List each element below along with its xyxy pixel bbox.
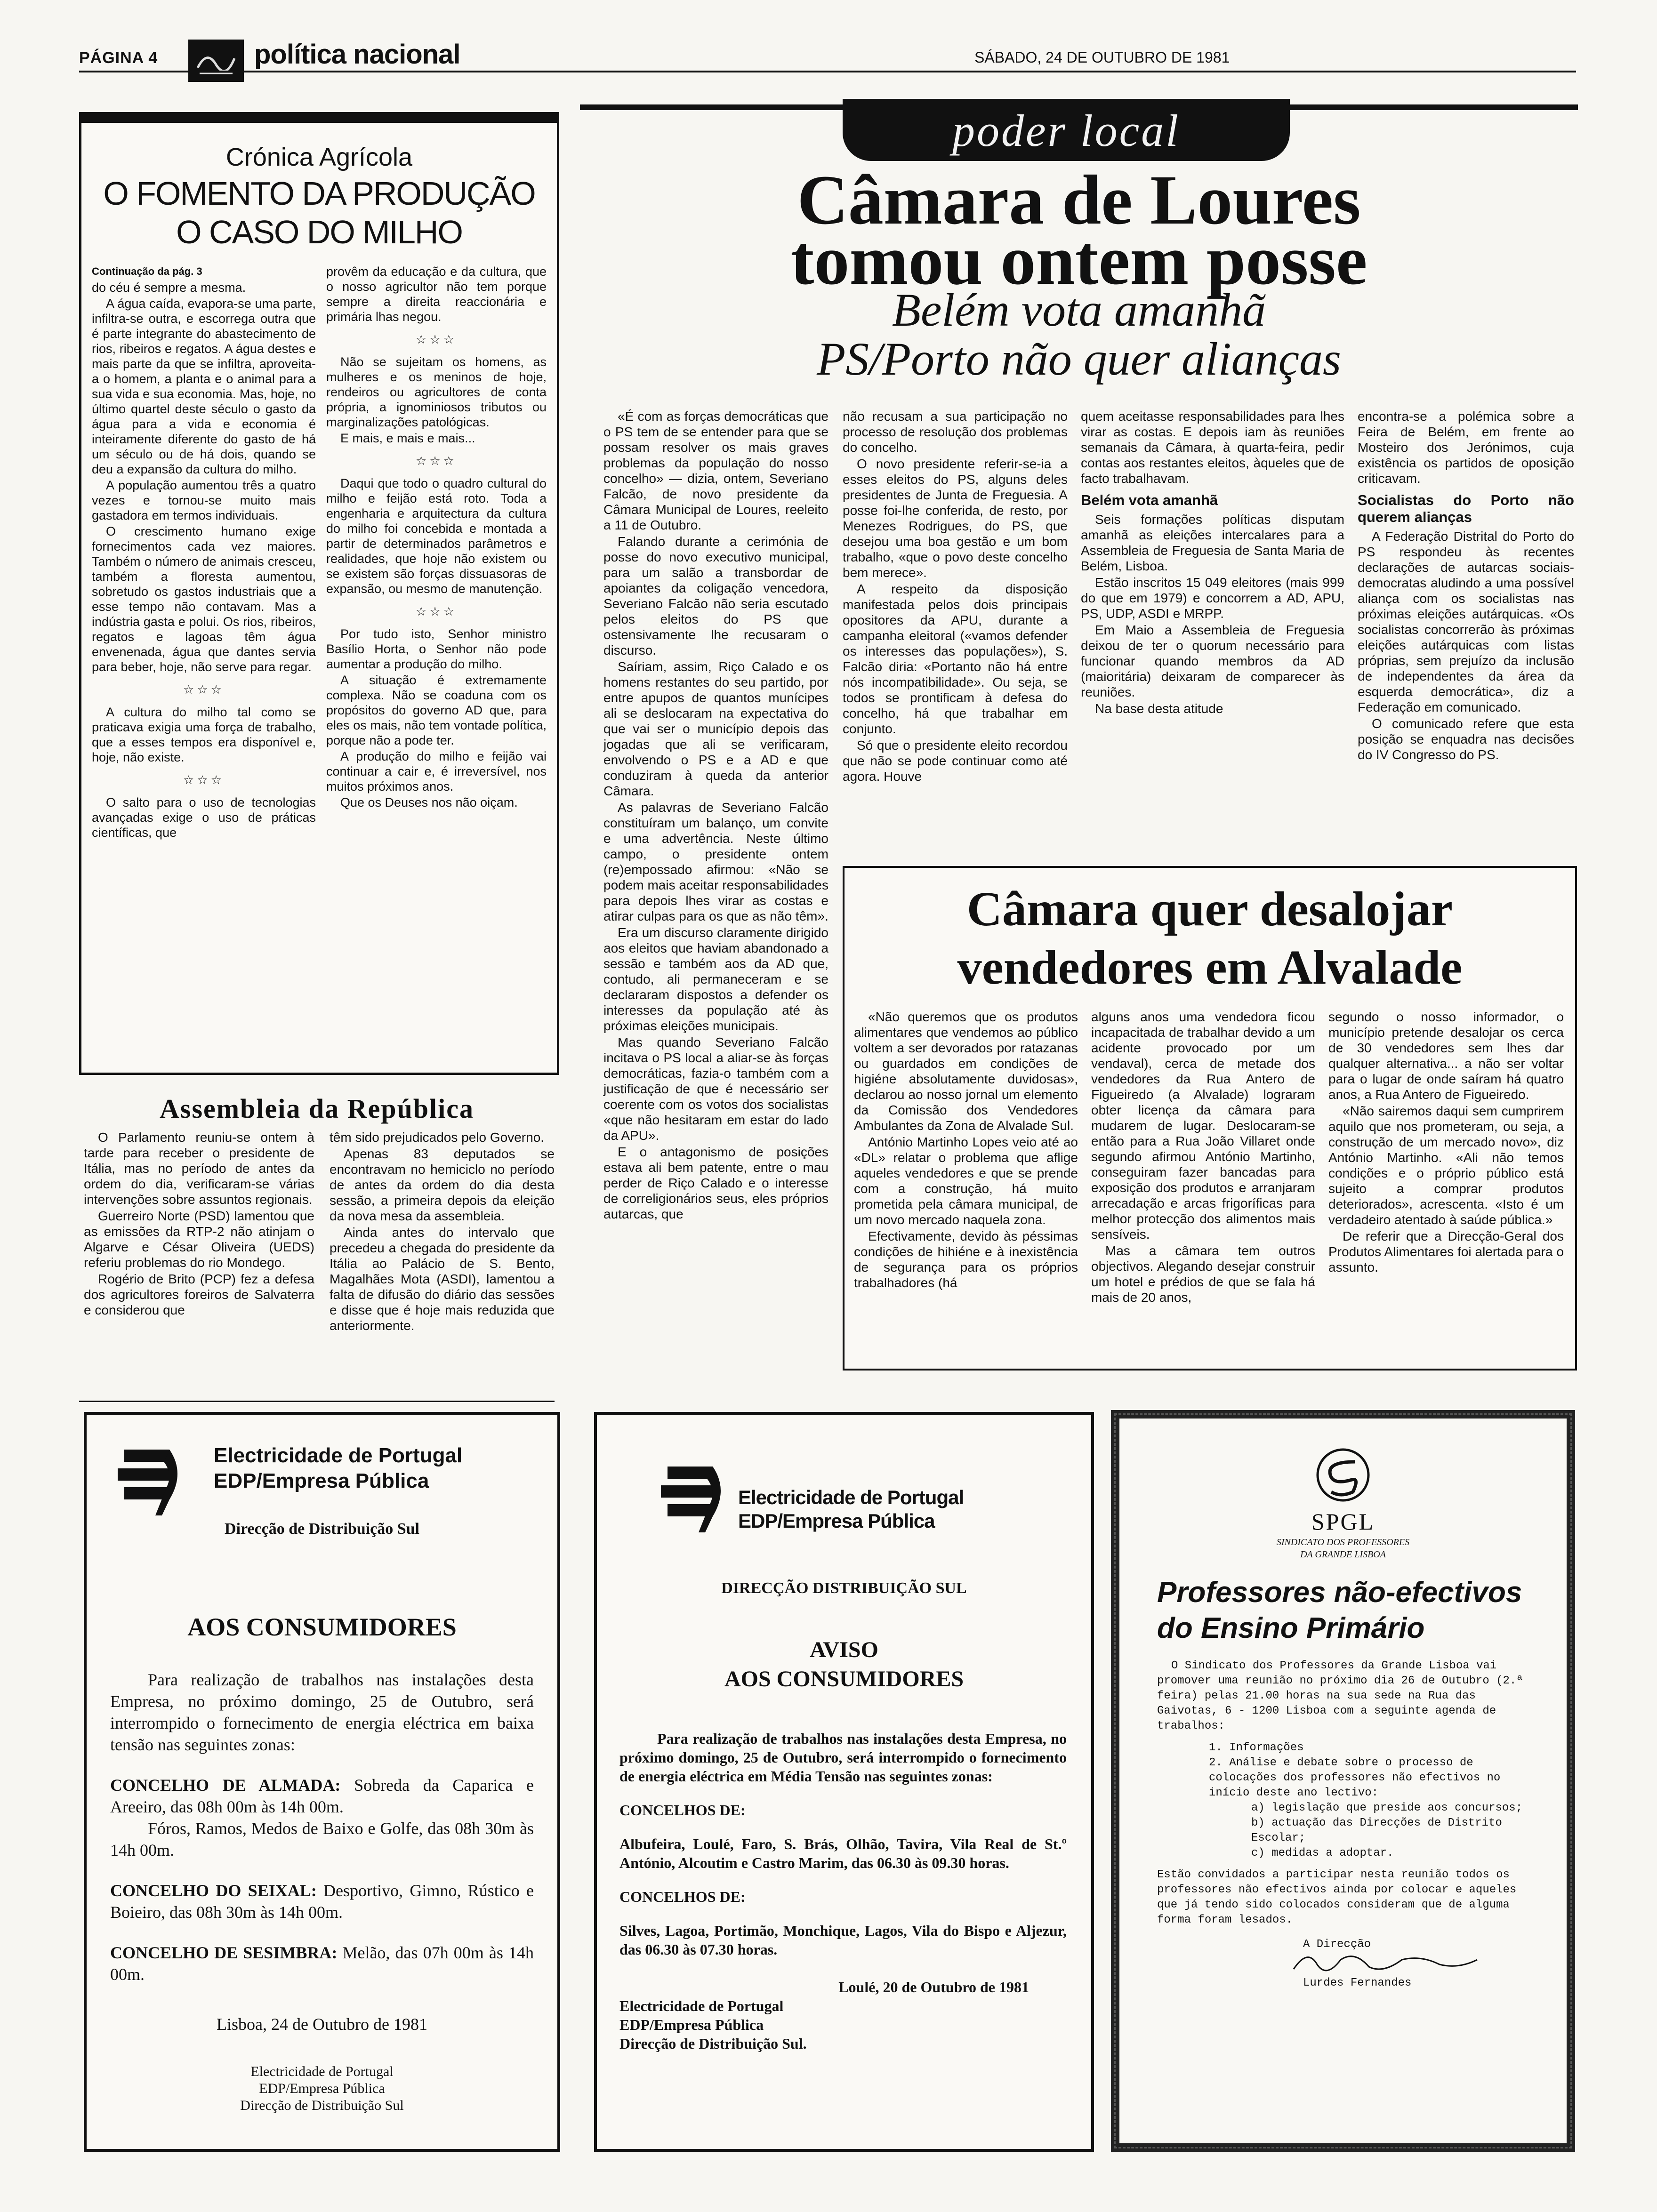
loures-col-2 (843, 409, 1068, 785)
cronica-title-2: O CASO DO MILHO (176, 214, 462, 250)
ad-company-subname: EDP/Empresa Pública (214, 1469, 429, 1492)
paragraph: «É com as forças democráticas que o PS tem de se entender para que se possam resolver os mais graves problemas da população do nosso concelho» — dizia, ontem, Severiano Falcão, de novo presidente da Câmara Municipal de Loures, reeleito a 11 de Outubro. (603, 409, 828, 532)
spgl-sign-name: Lurdes Fernandes (1303, 1977, 1412, 1989)
paragraph: Falando durante a cerimónia de posse do novo executivo municipal, para um salão a transbordar de apoiantes da coligação vencedora, Severiano Falcão não seria escutado pelos eleitos do PS que ostensivamente lhe recusaram o discurso. (603, 534, 828, 657)
ad-company-subname: EDP/Empresa Pública (738, 1510, 935, 1532)
paragraph: Estão inscritos 15 049 eleitores (mais 999 do que em 1979) e concorrem a AD, APU, PS, UDP, ASDI e MRPP. (1081, 575, 1344, 621)
poder-local-label: poder local (952, 105, 1180, 156)
ad-date: Lisboa, 24 de Outubro de 1981 (217, 2015, 427, 2034)
loures-headline-1: Câmara de Loures (797, 161, 1361, 239)
paragraph: Em Maio a Assembleia de Freguesia deixou de ter o quorum necessário para funcionar quando membros da AD (maioritária) deixaram de comparecer às reuniões. (1081, 623, 1344, 699)
alvalade-col-2 (1091, 1009, 1315, 1306)
paragraph: Rogério de Brito (PCP) fez a defesa dos agricultores foreiros de Salvaterra e considerou que (84, 1272, 314, 1317)
spgl-org: SPGL (1311, 1508, 1375, 1535)
paragraph: António Martinho Lopes veio até ao «DL» relatar o problema que aflige aqueles vendedores e que se prende com a construção, há muito prometida pela câmara municipal, de um novo mercado naquela zona. (854, 1135, 1078, 1227)
paragraph: Mas quando Severiano Falcão incitava o PS local a aliar-se às forças democráticas, fazia-o também com a justificação de que é necessário ser coerente com os votos dos socialistas «que não hesitaram em estar do lado da APU». (603, 1035, 828, 1143)
paragraph: não recusam a sua participação no processo de resolução dos problemas do concelho. (843, 409, 1068, 455)
assembleia-col-1 (84, 1130, 314, 1319)
ad-date: Loulé, 20 de Outubro de 1981 (838, 1979, 1029, 1996)
cronica-top-bar (81, 114, 557, 123)
paragraph: Por tudo isto, Senhor ministro Basílio Horta, o Senhor não pode aumentar a produção do milho. (326, 627, 547, 671)
paragraph: O comunicado refere que esta posição se enquadra nas decisões do IV Congresso do PS. (1358, 716, 1574, 762)
loures-headline-2: tomou ontem posse (790, 221, 1367, 299)
ad-intro: Para realização de trabalhos nas instalações desta Empresa, no próximo domingo, 25 de Outubro, será interrompido o fornecimento de energia eléctrica em baixa tensão nas seguintes zonas: (110, 1670, 534, 1754)
separator-stars: ☆☆☆ (416, 332, 457, 346)
paragraph: Só que o presidente eleito recordou que não se pode continuar como até agora. Houve (843, 738, 1068, 784)
ad-intro: Para realização de trabalhos nas instalações desta Empresa, no próximo domingo, 25 de Outubro, será interrompido o fornecimento de energia eléctrica em Média Tensão nas seguintes zonas: (619, 1730, 1067, 1785)
spgl-sign-label: A Direcção (1303, 1938, 1371, 1951)
edp-logo-icon (658, 1457, 729, 1539)
spgl-title-2: do Ensino Primário (1157, 1612, 1425, 1644)
zone-heading: CONCELHO DE ALMADA: (110, 1776, 341, 1795)
separator-stars: ☆☆☆ (183, 773, 225, 787)
cronica-kicker: Crónica Agrícola (225, 143, 413, 171)
cronica-title-1: O FOMENTO DA PRODUÇÃO (103, 175, 535, 212)
paragraph: A água caída, evapora-se uma parte, infiltra-se outra, e escorrega outra que é parte integrante do abastecimento de rios, ribeiros e regatos. A água destes e mais parte da que se infiltra, aproveita-a o homem, a planta e o animal para a sua vida e sua economia. Mas, hoje, no último quartel deste século o gasto da água para a vida e economia é inteiramente diferente do gasto de há um século ou de há dois, quando se deu a expansão da cultura do milho. (92, 297, 316, 476)
paragraph: encontra-se a polémica sobre a Feira de Belém, em frente ao Mosteiro dos Jerónimos, cuja existência os partidos de oposição criticavam. (1358, 409, 1574, 486)
assembleia-col-2 (330, 1130, 555, 1334)
loures-sub-2: PS/Porto não quer alianças (817, 333, 1341, 385)
paragraph: Efectivamente, devido às péssimas condições de hihiéne e à inexistência de segurança para os próprios trabalhadores (há (854, 1229, 1078, 1290)
agenda-item: b) actuação das Direcções de Distrito Escolar; (1251, 1817, 1502, 1844)
paragraph: E o antagonismo de posições estava ali bem patente, entre o mau perder de Riço Calado e o interesse de correligionários seus, eles próprios autarcas, que (603, 1145, 828, 1221)
zone-heading: CONCELHOS DE: (619, 1802, 746, 1819)
alvalade-col-3 (1328, 1009, 1564, 1276)
paragraph: Apenas 83 deputados se encontravam no hemiciclo no período de antes da ordem do dia desta sessão, a primeira depois da eleição da nova mesa da assembleia. (330, 1146, 555, 1223)
loures-col-4 (1358, 409, 1574, 763)
agenda-item: 1. Informações (1209, 1741, 1304, 1754)
ad-signature-2: EDP/Empresa Pública (619, 2016, 764, 2033)
page-label: PÁGINA 4 (79, 49, 158, 67)
alvalade-col-1 (854, 1009, 1078, 1291)
alvalade-headline-1: Câmara quer desalojar (966, 882, 1453, 936)
paragraph: segundo o nosso informador, o município pretende desalojar os cerca de 30 vendedores sem lhes dar qualquer alternativa... a não ser voltar para o lugar de onde saíram há quatro anos, a Rua Antero de Figueiredo. (1328, 1010, 1564, 1102)
loures-col-1 (603, 409, 828, 1223)
paragraph: A Federação Distrital do Porto do PS respondeu às recentes declarações de autarcas sociais-democratas aludindo a uma possível aliança com os socialistas nas próximas eleições autárquicas. «Os socialistas concorrerão às próximas eleições autárquicas com listas próprias, sem prejuízo da inclusão de independentes da área da esquerda democrática», diz a Federação em comunicado. (1358, 529, 1574, 714)
ad-title-1: AVISO (810, 1637, 878, 1662)
cronica-box (79, 112, 559, 1075)
cronica-col-1 (92, 264, 316, 841)
poder-local-banner (843, 99, 1290, 161)
separator-stars: ☆☆☆ (416, 454, 457, 468)
masthead-rule (79, 71, 1576, 72)
spgl-org-full-2: DA GRANDE LISBOA (1300, 1549, 1386, 1560)
ad-title: AOS CONSUMIDORES (187, 1613, 457, 1641)
ad-body (619, 1729, 1067, 2053)
ad-signature-1: Electricidade de Portugal (250, 2064, 394, 2079)
ad-title-2: AOS CONSUMIDORES (724, 1667, 964, 1691)
paragraph: Mas a câmara tem outros objectivos. Alegando desejar construir um hotel e prédios de que se fala há mais de 20 anos, (1091, 1243, 1315, 1305)
zone-text: Silves, Lagoa, Portimão, Monchique, Lagos, Vila do Bispo e Aljezur, das 06.30 às 07.30 horas. (619, 1922, 1067, 1958)
spgl-org-full-1: SINDICATO DOS PROFESSORES (1276, 1537, 1410, 1547)
separator-stars: ☆☆☆ (416, 604, 457, 618)
assembleia-bottom-rule (79, 1401, 555, 1402)
spgl-closing: Estão convidados a participar nesta reunião todos os professores não efectivos ainda por colocar e aqueles que já tendo sido colocados consideram que de alguma forma foram lesados. (1157, 1868, 1517, 1926)
zone-text: Desportivo, Gimno, Rústico e Boieiro, das 08h 30m às 14h 00m. (110, 1881, 534, 1922)
paragraph: Guerreiro Norte (PSD) lamentou que as emissões da RTP-2 não atinjam o Algarve e César Oliveira (UEDS) referiu problemas do rio Mondego. (84, 1209, 314, 1270)
ad-body (110, 1669, 534, 2114)
separator-stars: ☆☆☆ (183, 682, 225, 697)
paragraph: quem aceitasse responsabilidades para lhes virar as costas. E depois iam às reuniões semanais da Câmara, à quarta-feira, pedir contas aos restantes eleitos, àqueles que de facto trabalhavam. (1081, 409, 1344, 486)
paragraph: O Parlamento reuniu-se ontem à tarde para receber o presidente de Itália, mas no período de antes da ordem do dia, verificaram-se várias intervenções sobre assuntos regionais. (84, 1130, 314, 1207)
paragraph: «Não sairemos daqui sem cumprirem aquilo que nos prometeram, ou seja, a construção de um mercado novo», diz António Martinho. «Ali não temos condições e o próprio público está sujeito a comprar produtos deteriorados», acrescenta. «Isto é um verdadeiro atentado à saúde pública.» (1328, 1104, 1564, 1227)
paragraph: A situação é extremamente complexa. Não se coaduna com os propósitos do governo AD que, para eles os mais, não tem vontade política, porque não a pode ter. (326, 673, 547, 747)
ad-division: Direcção de Distribuição Sul (225, 1520, 419, 1538)
ad-signature-2: EDP/Empresa Pública (259, 2081, 385, 2096)
loures-sub-1: Belém vota amanhã (892, 284, 1266, 336)
subheading-belem: Belém vota amanhã (1081, 492, 1218, 508)
paragraph: do céu é sempre a mesma. (92, 281, 246, 295)
zone-heading: CONCELHO DE SESIMBRA: (110, 1943, 338, 1962)
signature-scribble (1289, 1946, 1487, 1984)
paragraph: Que os Deuses nos não oiçam. (340, 795, 518, 809)
zone-seixal (110, 1880, 534, 1923)
spgl-body (1157, 1659, 1534, 1991)
ad-company-name: Electricidade de Portugal (738, 1486, 964, 1508)
zone-text: Albufeira, Loulé, Faro, S. Brás, Olhão, Tavira, Vila Real de St.º António, Alcoutim e Castro Marim, das 06.30 às 09.30 horas. (619, 1835, 1067, 1871)
paragraph: A respeito da disposição manifestada pelos dois principais opositores da APU, durante a campanha eleitoral («vamos defender os interesses das populações»), S. Falcão diria: «Portanto não há entre nós incompatibilidade». Ou seja, se todos se prontificam à defesa do concelho, há que trabalhar em conjunto. (843, 582, 1068, 736)
paragraph: O crescimento humano exige fornecimentos cada vez maiores. Também o número de animais cresceu, também a floresta aumentou, sobretudo os gastos industriais que a esse tempo não contavam. Mas a indústria gasta e polui. Os rios, ribeiros, regatos e lagoas têm água envenenada, água que dantes servia para beber, hoje, não serve para regar. (92, 524, 316, 674)
paragraph: De referir que a Direcção-Geral dos Produtos Alimentares foi alertada para o assunto. (1328, 1229, 1564, 1274)
ad-company-name: Electricidade de Portugal (214, 1444, 463, 1467)
spgl-title-1: Professores não-efectivos (1157, 1576, 1522, 1609)
zone-heading: CONCELHO DO SEIXAL: (110, 1881, 317, 1900)
ad-edp-almada (84, 1412, 560, 2152)
paragraph: O salto para o uso de tecnologias avançadas exige o uso de práticas científicas, que (92, 795, 316, 840)
paragraph: provêm da educação e da cultura, que o nosso agricultor não tem porque sempre a direita reaccionária e primária lhas negou. (326, 264, 547, 324)
paragraph: Daqui que todo o quadro cultural do milho e feijão está roto. Toda a engenharia e arquitectura da cultura do milho foi concebida e montada a partir de determinados parâmetros e realidades, que hoje não existem ou se existem são forças dissuasoras de expansão, ou mesmo de manutenção. (326, 476, 547, 596)
paragraph: As palavras de Severiano Falcão constituíram um balanço, um convite e uma advertência. Neste último campo, o presidente ontem (re)empossado afirmou: «Não se podem mais aceitar responsabilidades para depois lhes virar as costas e atirar culpas para os que as não têm». (603, 800, 828, 923)
ad-signature-3: Direcção de Distribuição Sul (240, 2098, 404, 2113)
paragraph: Na base desta atitude (1095, 701, 1223, 716)
paragraph: alguns anos uma vendedora ficou incapacitada de trabalhar devido a um acidente provocado por um vendaval), cerca de metade dos vendedores da Rua Antero de Figueiredo (a Alvalade) lograram obter licença da câmara para mudarem de lugar. Deslocaram-se então para a Rua João Villaret onde segundo afirmou António Martinho, conseguiram fazer bancadas para exposição dos produtos e arranjaram arrecadação e arcas frigoríficas para melhor protecção dos alimentos mais sensíveis. (1091, 1010, 1315, 1242)
cronica-continuation: Continuação da pág. 3 (92, 265, 202, 277)
assembleia-title: Assembleia da República (160, 1093, 474, 1124)
agenda-item: a) legislação que preside aos concursos; (1251, 1802, 1523, 1814)
edp-logo-icon (115, 1440, 185, 1523)
agenda-item: 2. Análise e debate sobre o processo de colocações dos professores não efectivos no início deste ano lectivo: (1209, 1756, 1501, 1799)
subheading-porto: Socialistas do Porto não querem alianças (1358, 492, 1574, 525)
ad-signature-3: Direcção de Distribuição Sul. (619, 2035, 807, 2052)
paragraph: Era um discurso claramente dirigido aos eleitos que haviam abandonado a sessão e também aos da AD que, contudo, ali permaneceram e se declararam dispostos a defender os interesses da população até às próximas eleições municipais. (603, 925, 828, 1033)
paragraph: têm sido prejudicados pelo Governo. (330, 1130, 545, 1145)
ad-division: DIRECÇÃO DISTRIBUIÇÃO SUL (721, 1579, 967, 1597)
paragraph: E mais, e mais e mais... (340, 431, 475, 445)
section-title: política nacional (254, 39, 460, 70)
agenda-item: c) medidas a adoptar. (1251, 1847, 1394, 1859)
paragraph: A cultura do milho tal como se praticava exigia uma força de trabalho, que a esses tempos era disponível e, hoje, não existe. (92, 705, 316, 764)
paragraph: O novo presidente referir-se-ia a esses eleitos do PS, alguns deles presidentes de Junta de Freguesia. A posse foi-lhe conferida, de resto, por Menezes Rodrigues, do PS, que desejou uma boa gestão e um bom trabalho, «que o povo deste concelho bem merece». (843, 457, 1068, 580)
zone-text: Melão, das 07h 00m às 14h 00m. (110, 1943, 534, 1984)
paragraph: A produção do milho e feijão vai continuar a cair e, é irreversível, nos muitos próximos anos. (326, 749, 547, 793)
zone-heading: CONCELHOS DE: (619, 1888, 746, 1905)
paragraph: Ainda antes do intervalo que precedeu a chegada do presidente da Itália ao Palácio de S. Bento, Magalhães Mota (ASDI), lamentou a falta de difusão do diário das sessões e disse que é hoje mais reduzida que anteriormente. (330, 1225, 555, 1333)
spgl-logo-icon (1312, 1447, 1374, 1506)
section-logo (188, 40, 244, 82)
section-logo-icon (188, 40, 244, 82)
paragraph: Não se sujeitam os homens, as mulheres e os meninos de hoje, rendeiros ou agricultores de conta própria, a ignominiosos tributos ou marginalizações patológicas. (326, 355, 547, 429)
ad-signature-1: Electricidade de Portugal (619, 1997, 784, 2014)
page-date: SÁBADO, 24 DE OUTUBRO DE 1981 (974, 49, 1230, 66)
ad-spgl-frame (1111, 1410, 1575, 2152)
paragraph: A população aumentou três a quatro vezes e tornou-se muito mais gastadora em termos individuais. (92, 478, 316, 522)
paragraph: Saíriam, assim, Riço Calado e os homens restantes do seu partido, por entre apupos de quantos munícipes ali se deslocaram na expectativa do que vai ser o município depois das jogadas que ali se verificaram, envolvendo o PS e a AD e que conduziram à queda da anterior Câmara. (603, 659, 828, 798)
ad-edp-algarve (594, 1412, 1094, 2152)
alvalade-headline-2: vendedores em Alvalade (957, 940, 1463, 994)
paragraph: Seis formações políticas disputam amanhã as eleições intercalares para a Assembleia de Freguesia de Santa Maria de Belém, Lisboa. (1081, 512, 1344, 573)
zone-text: Fóros, Ramos, Medos de Baixo e Golfe, das 08h 30m às 14h 00m. (110, 1819, 534, 1859)
zone-text: Sobreda da Caparica e Areeiro, das 08h 00m às 14h 00m. (110, 1776, 534, 1816)
zone-almada (110, 1774, 534, 1818)
paragraph: «Não queremos que os produtos alimentares que vendemos ao público voltem a ser devorados por ratazanas ou guardados em condições de higiéne absolutamente duvidosas», declarou ao nosso jornal um elemento da Comissão dos Vendedores Ambulantes da Zona de Alvalade Sul. (854, 1010, 1078, 1133)
loures-col-3 (1081, 409, 1344, 717)
alvalade-box (843, 866, 1577, 1370)
spgl-intro: O Sindicato dos Professores da Grande Lisboa vai promover uma reunião no próximo dia 26 de Outubro (2.ª feira) pelas 21.00 horas na sua sede na Rua das Gaivotas, 6 - 1200 Lisboa com a seguinte agenda de trabalhos: (1157, 1659, 1523, 1732)
cronica-col-2 (326, 264, 547, 811)
zone-sesimbra (110, 1942, 534, 1985)
